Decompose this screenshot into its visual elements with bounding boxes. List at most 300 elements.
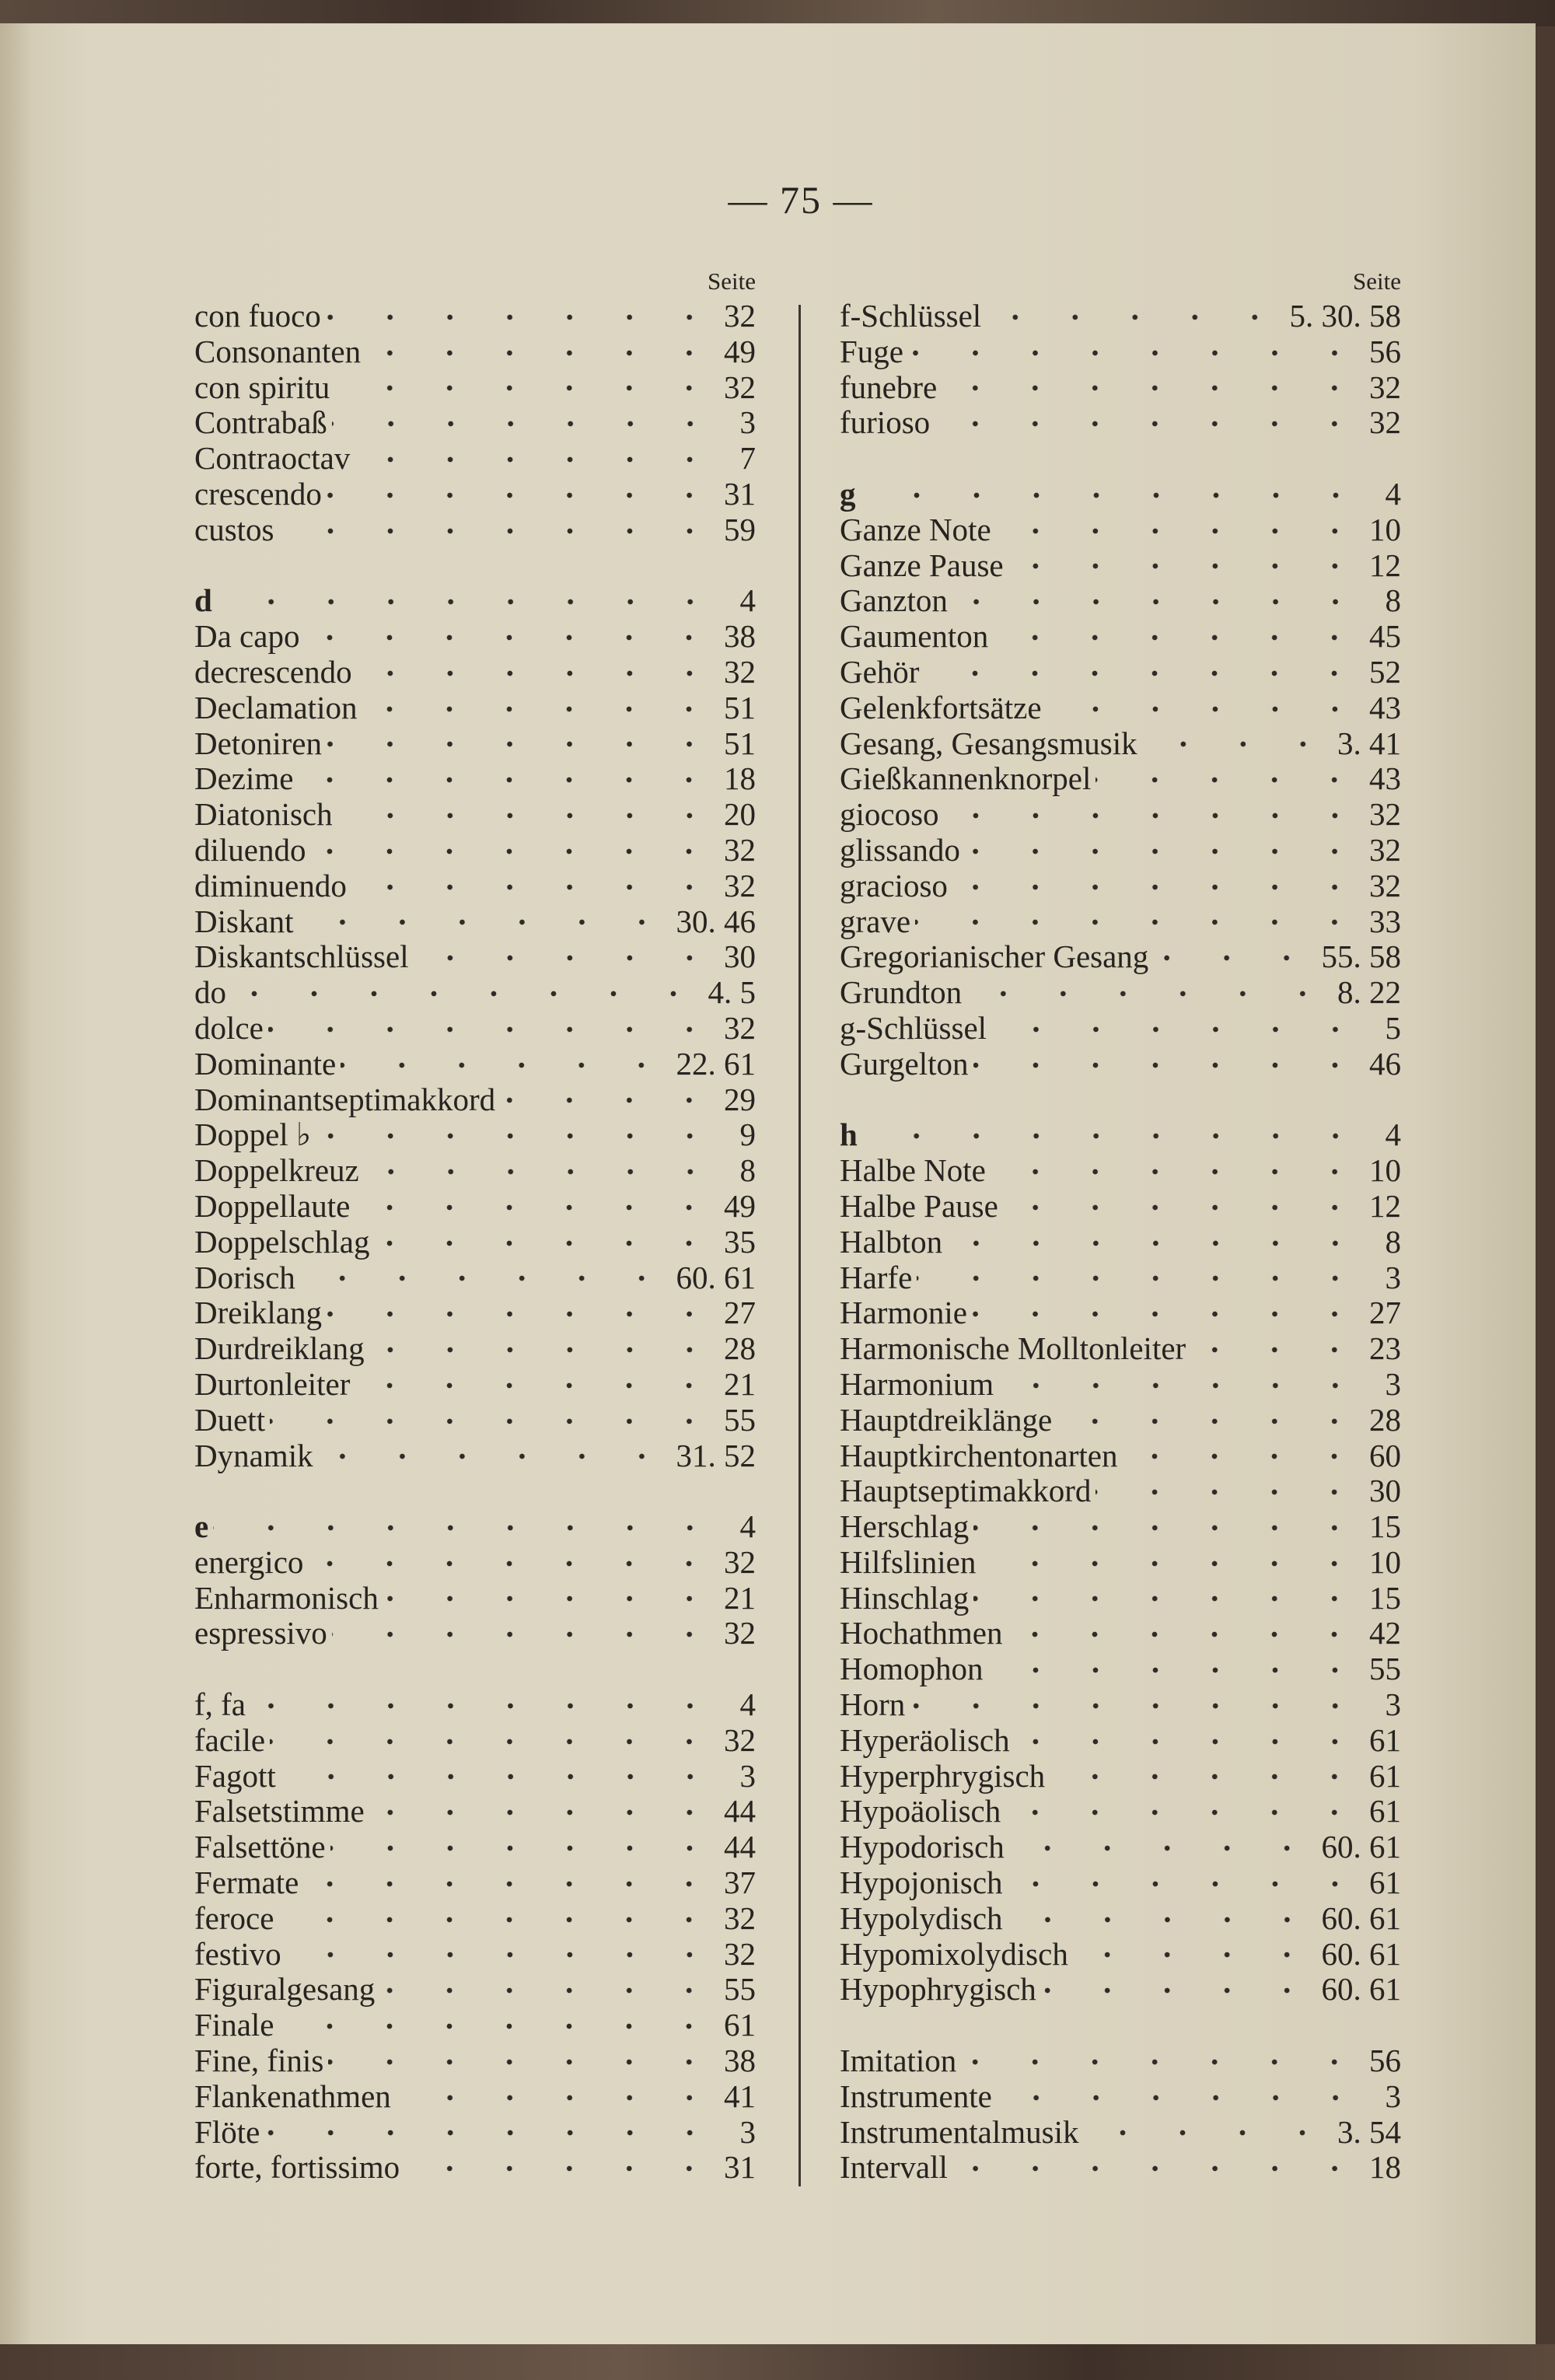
section-letter: d	[194, 582, 212, 619]
page-reference: 4	[1385, 475, 1401, 512]
dot-leader	[1008, 558, 1365, 574]
index-entry	[194, 904, 756, 940]
index-term: Hinschlag	[840, 1579, 970, 1616]
page-reference: 60	[1369, 1437, 1401, 1473]
dot-leader	[972, 1306, 1365, 1322]
index-entry	[840, 1651, 1401, 1687]
page-reference: 32	[724, 867, 756, 903]
index-term: g-Schlüssel	[840, 1009, 987, 1046]
dot-leader	[997, 2090, 1365, 2106]
index-entry	[194, 761, 756, 797]
page-reference: 28	[1369, 1401, 1401, 1438]
dot-leader	[1005, 1805, 1365, 1820]
dot-leader	[379, 1983, 719, 1998]
dot-leader	[952, 879, 1365, 895]
index-term: Hochathmen	[840, 1615, 1003, 1651]
page-reference: 44	[724, 1793, 756, 1830]
index-entry	[194, 1438, 756, 1474]
page-reference: 32	[724, 369, 756, 405]
column-divider	[798, 305, 801, 2186]
page-reference: 21	[724, 1365, 756, 1402]
index-entry	[194, 797, 756, 833]
page-reference: 12	[1369, 1187, 1401, 1224]
page-reference: 32	[724, 1009, 756, 1046]
index-term: Dreiklang	[194, 1295, 322, 1331]
index-entry	[194, 1687, 756, 1723]
section-letter: g	[840, 475, 856, 512]
dot-leader	[396, 2090, 719, 2106]
index-spacer	[194, 1651, 756, 1687]
index-term: Diskant	[194, 903, 294, 939]
index-term: Fine, finis	[194, 2043, 324, 2079]
dot-leader	[281, 1769, 720, 1784]
page-reference: 4. 5	[708, 974, 756, 1011]
page-reference: 60. 61	[1321, 1829, 1401, 1865]
index-entry	[194, 2115, 756, 2151]
index-term: Hypomixolydisch	[840, 1935, 1068, 1972]
page-reference: 3	[1385, 1259, 1401, 1295]
dot-leader	[1142, 736, 1333, 752]
index-spacer	[194, 1473, 756, 1509]
index-term: Homophon	[840, 1651, 984, 1687]
page-reference: 31. 52	[676, 1437, 756, 1473]
index-term: Herschlag	[840, 1508, 970, 1545]
index-term: Intervall	[840, 2149, 948, 2186]
index-term: Grundton	[840, 974, 963, 1011]
dot-leader	[991, 1164, 1365, 1180]
index-term: Hypoäolisch	[840, 1793, 1001, 1830]
index-entry	[194, 1331, 756, 1367]
index-term: Harmonium	[840, 1365, 994, 1402]
index-entry	[194, 2008, 756, 2043]
index-term: Flankenathmen	[194, 2078, 391, 2114]
index-entry	[194, 1509, 756, 1545]
dot-leader	[341, 1057, 671, 1073]
index-entry	[194, 1830, 756, 1865]
index-entry	[194, 1047, 756, 1082]
page-reference: 5. 30. 58	[1289, 298, 1401, 334]
dot-leader	[414, 950, 719, 966]
index-entry	[840, 655, 1401, 690]
dot-leader	[1041, 1983, 1317, 1998]
page-reference: 32	[1369, 404, 1401, 441]
page-reference: 56	[1369, 2043, 1401, 2079]
index-term: custos	[194, 511, 274, 547]
index-entry	[194, 1117, 756, 1153]
index-term: Doppellaute	[194, 1187, 351, 1224]
dot-leader	[332, 416, 720, 432]
page-reference: 60. 61	[1321, 1899, 1401, 1936]
page-reference: 32	[1369, 796, 1401, 833]
dot-leader	[250, 1698, 720, 1714]
dot-leader	[362, 701, 719, 717]
index-term: Fuge	[840, 333, 903, 369]
index-term: Hauptseptimakkord	[840, 1473, 1092, 1509]
page-reference: 32	[724, 1543, 756, 1580]
index-term: Gesang, Gesangsmusik	[840, 725, 1137, 761]
index-entry	[194, 441, 756, 477]
index-term: Instrumente	[840, 2078, 992, 2114]
page-reference: 9	[739, 1117, 756, 1153]
index-entry	[840, 1972, 1401, 2008]
dot-leader	[231, 986, 704, 1001]
dot-leader	[351, 879, 719, 895]
dot-leader	[952, 594, 1365, 610]
index-term: Gregorianischer Gesang	[840, 938, 1149, 975]
page-reference: 3	[739, 404, 756, 441]
index-entry	[194, 1189, 756, 1225]
dot-leader	[310, 844, 719, 859]
index-entry	[840, 2115, 1401, 2151]
page-reference: 38	[724, 2043, 756, 2079]
dot-leader	[1095, 772, 1365, 788]
dot-leader	[213, 1520, 720, 1536]
index-spacer	[840, 441, 1401, 477]
dot-leader	[383, 1591, 719, 1606]
dot-leader	[1015, 1734, 1365, 1749]
index-entry	[840, 1509, 1401, 1545]
dot-leader	[327, 1306, 719, 1322]
page-reference: 38	[724, 618, 756, 655]
index-entry	[840, 548, 1401, 584]
index-entry	[840, 975, 1401, 1011]
index-term: Hypojonisch	[840, 1865, 1003, 1901]
index-term: Dorisch	[194, 1259, 295, 1295]
page-reference: 20	[724, 796, 756, 833]
index-entry	[840, 2079, 1401, 2115]
index-entry	[840, 868, 1401, 904]
section-letter: e	[194, 1508, 209, 1545]
dot-leader	[299, 914, 672, 930]
page-reference: 32	[724, 1899, 756, 1936]
index-term: Gaumenton	[840, 618, 989, 655]
index-entry	[194, 1545, 756, 1581]
index-term: Gehör	[840, 653, 920, 690]
dot-leader	[952, 2161, 1365, 2176]
dot-leader	[364, 1164, 720, 1180]
page-reference: 49	[724, 333, 756, 369]
index-entry	[840, 1295, 1401, 1331]
index-entry	[194, 1794, 756, 1830]
page-reference: 32	[1369, 867, 1401, 903]
index-term: Doppelkreuz	[194, 1152, 359, 1189]
dot-leader	[991, 1022, 1365, 1037]
dot-leader	[986, 309, 1284, 325]
page-reference: 22. 61	[676, 1045, 756, 1082]
index-entry	[840, 1794, 1401, 1830]
page-reference: 3. 54	[1337, 2113, 1401, 2150]
column-header-seite: Seite	[708, 267, 756, 295]
index-term: Instrumentalmusik	[840, 2113, 1079, 2150]
index-entry	[840, 1901, 1401, 1937]
page-reference: 61	[1369, 1865, 1401, 1901]
page-reference: 21	[724, 1579, 756, 1616]
page-reference: 8	[1385, 1223, 1401, 1260]
index-entry	[194, 1723, 756, 1759]
page-gutter-shadow	[0, 23, 31, 2348]
index-term: feroce	[194, 1899, 274, 1936]
dot-leader	[217, 594, 720, 610]
page-reference: 43	[1369, 760, 1401, 797]
index-term: Falsetstimme	[194, 1793, 365, 1830]
page-reference: 32	[724, 1615, 756, 1651]
page-reference: 8	[1385, 582, 1401, 619]
index-entry	[194, 2079, 756, 2115]
page-reference: 29	[724, 1081, 756, 1117]
dot-leader	[355, 452, 720, 467]
page-number: — 75 —	[728, 178, 874, 222]
index-term: Hauptkirchentonarten	[840, 1437, 1118, 1473]
index-term: Ganze Note	[840, 511, 991, 547]
index-entry	[194, 1581, 756, 1616]
dot-leader	[327, 736, 719, 752]
index-entry	[840, 1438, 1401, 1474]
index-spacer	[840, 1082, 1401, 1118]
dot-leader	[998, 1378, 1365, 1393]
index-term: Gurgelton	[840, 1045, 969, 1082]
index-term: Duett	[194, 1401, 266, 1438]
page-reference: 32	[724, 831, 756, 868]
index-entry	[840, 904, 1401, 940]
index-term: Hypolydisch	[840, 1899, 1003, 1936]
index-entry	[194, 1367, 756, 1403]
index-entry	[194, 1901, 756, 1937]
index-term: Hypodorisch	[840, 1829, 1005, 1865]
index-column-right	[840, 267, 1401, 2186]
book-edge-bottom	[0, 2344, 1555, 2380]
index-term: f-Schlüssel	[840, 298, 982, 334]
index-entry	[840, 761, 1401, 797]
index-entry	[194, 1153, 756, 1189]
index-entry	[194, 299, 756, 334]
index-entry	[194, 512, 756, 548]
index-entry	[840, 1225, 1401, 1260]
index-term: Halbton	[840, 1223, 943, 1260]
page-reference: 51	[724, 725, 756, 761]
index-entry	[194, 1082, 756, 1118]
index-term: Declamation	[194, 689, 358, 725]
dot-leader	[1073, 1947, 1317, 1962]
index-term: gracioso	[840, 867, 948, 903]
page-reference: 61	[1369, 1757, 1401, 1794]
dot-leader	[961, 2054, 1365, 2070]
index-entry	[840, 1545, 1401, 1581]
dot-leader	[300, 1270, 672, 1286]
index-term: Doppel ♭	[194, 1117, 312, 1153]
column-header-seite: Seite	[1353, 267, 1401, 295]
index-term: Doppelschlag	[194, 1223, 370, 1260]
index-spacer	[194, 548, 756, 584]
dot-leader	[327, 488, 719, 503]
index-term: festivo	[194, 1935, 281, 1972]
index-term: furioso	[840, 404, 931, 441]
dot-leader	[330, 1840, 719, 1856]
dot-leader	[996, 523, 1365, 539]
dot-leader	[924, 666, 1365, 681]
index-term: Harmonische Molltonleiter	[840, 1330, 1186, 1367]
index-entry	[840, 1937, 1401, 1973]
page-reference: 60. 61	[676, 1259, 756, 1295]
page-reference: 44	[724, 1829, 756, 1865]
dot-leader	[973, 1591, 1365, 1606]
dot-leader	[1008, 1876, 1365, 1892]
dot-leader	[270, 1414, 719, 1429]
index-entry	[840, 1367, 1401, 1403]
index-term: Durdreiklang	[194, 1330, 365, 1367]
dot-leader	[308, 1556, 719, 1571]
dot-leader	[1190, 1342, 1365, 1358]
page-reference: 18	[1369, 2149, 1401, 2186]
index-entry	[840, 726, 1401, 762]
page-reference: 32	[724, 1935, 756, 1972]
index-entry	[194, 1616, 756, 1651]
index-term: Harfe	[840, 1259, 913, 1295]
dot-leader	[318, 1449, 672, 1464]
page-reference: 51	[724, 689, 756, 725]
page-reference: 61	[1369, 1721, 1401, 1758]
index-entry	[840, 583, 1401, 619]
dot-leader	[973, 1520, 1365, 1536]
page-reference: 35	[724, 1223, 756, 1260]
index-term: Enharmonisch	[194, 1579, 379, 1616]
index-term: Dominantseptimakkord	[194, 1081, 496, 1117]
page-reference: 4	[739, 1508, 756, 1545]
page-reference: 4	[1385, 1117, 1401, 1153]
index-term: Gelenkfortsätze	[840, 689, 1042, 725]
dot-leader	[965, 844, 1365, 859]
index-entry	[840, 833, 1401, 868]
dot-leader	[355, 1200, 719, 1215]
index-entry	[194, 1865, 756, 1901]
index-entry	[840, 690, 1401, 726]
page-reference: 12	[1369, 547, 1401, 583]
index-entry	[840, 299, 1401, 334]
page-reference: 37	[724, 1865, 756, 1901]
page-reference: 5	[1385, 1009, 1401, 1046]
index-entry	[840, 1260, 1401, 1296]
index-term: Dezime	[194, 760, 294, 797]
dot-leader	[915, 914, 1365, 930]
index-entry	[194, 1972, 756, 2008]
page-reference: 3	[1385, 2078, 1401, 2114]
page-reference: 60. 61	[1321, 1935, 1401, 1972]
page-reference: 7	[739, 440, 756, 477]
dot-leader	[270, 1734, 719, 1749]
index-term: espressivo	[194, 1615, 327, 1651]
index-term: Ganze Pause	[840, 547, 1004, 583]
dot-leader	[1007, 1627, 1365, 1642]
page-reference: 33	[1369, 903, 1401, 939]
index-entry	[840, 1616, 1401, 1651]
page-reference: 60. 61	[1321, 1971, 1401, 2008]
index-term: do	[194, 974, 226, 1011]
index-term: Fermate	[194, 1865, 299, 1901]
dot-leader	[1153, 950, 1316, 966]
index-entry	[840, 1189, 1401, 1225]
dot-leader	[355, 1378, 719, 1393]
index-term: giocoso	[840, 796, 939, 833]
index-term: Dynamik	[194, 1437, 313, 1473]
page-reference: 3. 41	[1337, 725, 1401, 761]
dot-leader	[917, 1270, 1365, 1286]
index-term: forte, fortissimo	[194, 2149, 400, 2186]
page-reference: 61	[1369, 1793, 1401, 1830]
dot-leader	[278, 1912, 719, 1927]
index-term: Harmonie	[840, 1295, 967, 1331]
index-entry	[840, 1047, 1401, 1082]
page-reference: 23	[1369, 1330, 1401, 1367]
index-entry	[194, 975, 756, 1011]
index-term: con fuoco	[194, 298, 321, 334]
index-entry	[194, 868, 756, 904]
dot-leader	[1008, 1912, 1317, 1927]
index-entry	[194, 370, 756, 406]
index-term: con spiritu	[194, 369, 330, 405]
index-term: diluendo	[194, 831, 306, 868]
index-entry	[840, 1153, 1401, 1189]
index-entry	[840, 477, 1401, 512]
index-term: Ganzton	[840, 582, 948, 619]
index-entry	[840, 939, 1401, 975]
dot-leader	[374, 1235, 719, 1251]
page-reference: 3	[739, 1757, 756, 1794]
dot-leader	[988, 1662, 1365, 1678]
page-reference: 30. 46	[676, 903, 756, 939]
index-entry	[194, 619, 756, 655]
dot-leader	[973, 1057, 1365, 1073]
dot-leader	[298, 772, 719, 788]
index-entry	[194, 1403, 756, 1438]
page-reference: 55	[1369, 1651, 1401, 1687]
section-letter: h	[840, 1117, 858, 1153]
index-term: Falsettöne	[194, 1829, 326, 1865]
index-term: energico	[194, 1543, 304, 1580]
index-entry	[194, 1759, 756, 1795]
index-entry	[840, 1473, 1401, 1509]
index-term: dolce	[194, 1009, 264, 1046]
dot-leader	[369, 1342, 719, 1358]
dot-leader	[993, 630, 1365, 645]
index-entry	[840, 405, 1401, 441]
index-entry	[840, 1830, 1401, 1865]
index-term: crescendo	[194, 475, 322, 512]
index-term: Flöte	[194, 2113, 260, 2150]
page-reference: 61	[724, 2007, 756, 2043]
index-entry	[194, 2043, 756, 2079]
dot-leader	[1050, 1769, 1365, 1784]
page-reference: 10	[1369, 1152, 1401, 1189]
index-term: Halbe Note	[840, 1152, 986, 1189]
dot-leader	[337, 808, 719, 823]
page-reference: 31	[724, 475, 756, 512]
index-term: Durtonleiter	[194, 1365, 351, 1402]
index-entry	[840, 797, 1401, 833]
dot-leader	[942, 380, 1365, 396]
dot-leader	[326, 309, 719, 325]
index-entry	[194, 1937, 756, 1973]
dot-leader	[1095, 1484, 1365, 1500]
dot-leader	[908, 345, 1365, 361]
page-reference: 32	[1369, 831, 1401, 868]
index-term: Hilfslinien	[840, 1543, 977, 1580]
index-term: Dominante	[194, 1045, 337, 1082]
index-term: Contrabaß	[194, 404, 327, 441]
page-reference: 56	[1369, 333, 1401, 369]
page-reference: 15	[1369, 1508, 1401, 1545]
index-term: Fagott	[194, 1757, 276, 1794]
index-entry	[840, 1759, 1401, 1795]
dot-leader	[286, 1947, 719, 1962]
